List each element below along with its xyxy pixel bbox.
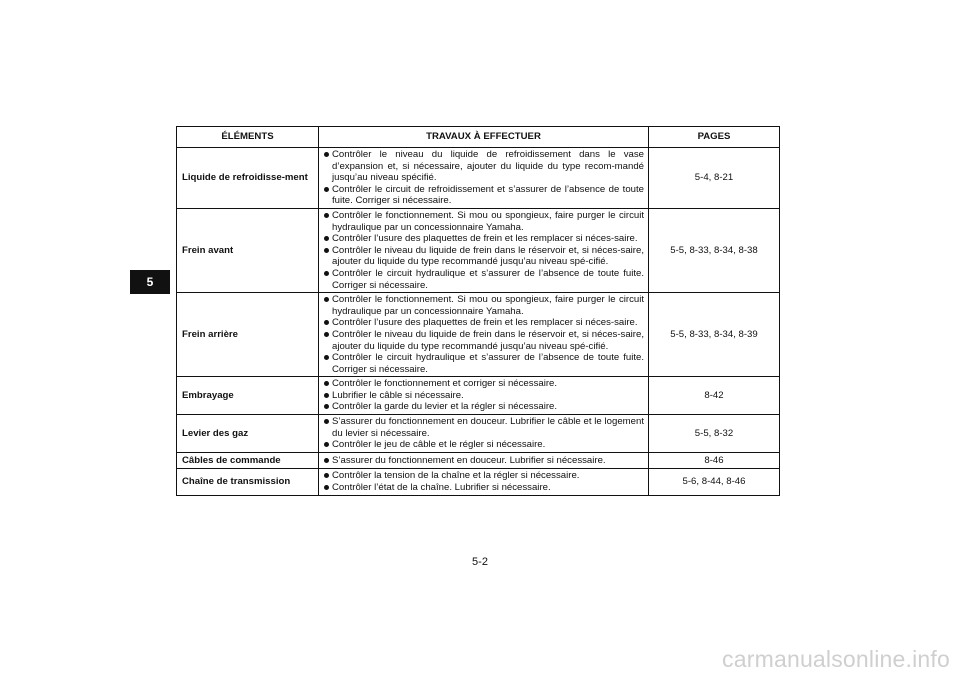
task-item — [324, 482, 644, 494]
task-item — [324, 470, 644, 482]
task-item — [324, 329, 644, 352]
pages-cell: 5-5, 8-33, 8-34, 8-38 — [649, 208, 780, 292]
tasks-cell — [319, 469, 649, 495]
item-cell: Frein avant — [177, 208, 319, 292]
task-text: Contrôler le fonctionnement et corriger si nécessaire. — [332, 378, 558, 390]
task-item — [324, 416, 644, 439]
task-text: Contrôler l’usure des plaquettes de frein et les remplacer si néces-saire. — [332, 233, 638, 245]
task-text: Contrôler le fonctionnement. Si mou ou spongieux, faire purger le circuit hydraulique par un concessionnaire Yamaha. — [332, 209, 644, 233]
task-text: Contrôler le niveau du liquide de frein dans le réservoir et, si néces-saire, ajouter du liquide du type recommandé jusqu’au niveau spé-cifié. — [332, 328, 644, 352]
task-list — [324, 210, 644, 291]
table-row — [177, 293, 780, 377]
task-list — [324, 294, 644, 375]
item-cell: Levier des gaz — [177, 415, 319, 453]
task-list — [324, 149, 644, 207]
task-text: Contrôler l’état de la chaîne. Lubrifier si nécessaire. — [332, 482, 551, 494]
task-item — [324, 390, 644, 402]
task-text: S’assurer du fonctionnement en douceur. Lubrifier si nécessaire. — [332, 454, 606, 466]
task-text: Contrôler le circuit hydraulique et s’assurer de l’absence de toute fuite. Corriger si nécessaire. — [332, 352, 644, 375]
task-text: Contrôler le fonctionnement. Si mou ou spongieux, faire purger le circuit hydraulique par un concessionnaire Yamaha. — [332, 294, 644, 317]
table-header-row — [177, 127, 780, 148]
task-item — [324, 455, 644, 467]
task-text: Contrôler le circuit de refroidissement et s’assurer de l’absence de toute fuite. Corriger si nécessaire. — [332, 183, 644, 207]
tasks-cell — [319, 148, 649, 209]
table-row — [177, 452, 780, 469]
task-list — [324, 455, 644, 467]
table-row — [177, 208, 780, 292]
item-cell: Chaîne de transmission — [177, 469, 319, 495]
task-text: S’assurer du fonctionnement en douceur. Lubrifier le câble et le logement du levier si nécessaire. — [332, 416, 644, 439]
task-text: Contrôler la garde du levier et la régler si nécessaire. — [332, 401, 558, 413]
task-item — [324, 268, 644, 291]
task-text: Contrôler le niveau du liquide de refroidissement dans le vase d’expansion et, si nécessaire, ajouter du liquide du type recom-mandé jusqu’au niveau spécifié. — [332, 149, 644, 184]
bullet-icon — [324, 355, 329, 360]
tasks-cell — [319, 415, 649, 453]
item-cell: Embrayage — [177, 377, 319, 415]
bullet-icon — [324, 152, 329, 157]
bullet-icon — [324, 213, 329, 218]
task-list — [324, 378, 644, 413]
pages-cell: 5-5, 8-32 — [649, 415, 780, 453]
watermark: carmanualsonline.info — [722, 646, 950, 672]
task-item — [324, 317, 644, 329]
page-number: 5-2 — [472, 556, 488, 568]
task-list — [324, 470, 644, 493]
header-items: ÉLÉMENTS — [177, 127, 319, 148]
chapter-tab: 5 — [130, 270, 170, 294]
bullet-icon — [324, 271, 329, 276]
item-cell: Liquide de refroidisse-ment — [177, 148, 319, 209]
bullet-icon — [324, 485, 329, 490]
table-row — [177, 415, 780, 453]
task-item — [324, 184, 644, 207]
bullet-icon — [324, 404, 329, 409]
header-tasks: TRAVAUX À EFFECTUER — [319, 127, 649, 148]
pages-cell: 5-5, 8-33, 8-34, 8-39 — [649, 293, 780, 377]
pages-cell: 5-4, 8-21 — [649, 148, 780, 209]
task-list — [324, 416, 644, 451]
item-cell: Câbles de commande — [177, 452, 319, 469]
table-row — [177, 469, 780, 495]
pages-cell: 8-46 — [649, 452, 780, 469]
bullet-icon — [324, 297, 329, 302]
bullet-icon — [324, 393, 329, 398]
task-item — [324, 439, 644, 451]
task-text: Contrôler le niveau du liquide de frein dans le réservoir et, si néces-saire, ajouter du liquide du type recommandé jusqu’au niveau spé-cifié. — [332, 244, 644, 268]
task-item — [324, 233, 644, 245]
bullet-icon — [324, 381, 329, 386]
task-item — [324, 245, 644, 268]
header-pages: PAGES — [649, 127, 780, 148]
bullet-icon — [324, 473, 329, 478]
bullet-icon — [324, 187, 329, 192]
item-cell: Frein arrière — [177, 293, 319, 377]
pages-cell: 8-42 — [649, 377, 780, 415]
table-row — [177, 377, 780, 415]
task-text: Lubrifier le câble si nécessaire. — [332, 389, 464, 401]
tasks-cell — [319, 208, 649, 292]
task-item — [324, 210, 644, 233]
task-text: Contrôler la tension de la chaîne et la régler si nécessaire. — [332, 470, 580, 482]
pages-cell: 5-6, 8-44, 8-46 — [649, 469, 780, 495]
bullet-icon — [324, 419, 329, 424]
bullet-icon — [324, 320, 329, 325]
bullet-icon — [324, 248, 329, 253]
task-item — [324, 401, 644, 413]
tasks-cell — [319, 452, 649, 469]
tasks-cell — [319, 293, 649, 377]
tasks-cell — [319, 377, 649, 415]
bullet-icon — [324, 236, 329, 241]
bullet-icon — [324, 332, 329, 337]
task-text: Contrôler le circuit hydraulique et s’assurer de l’absence de toute fuite. Corriger si nécessaire. — [332, 267, 644, 291]
bullet-icon — [324, 442, 329, 447]
task-text: Contrôler le jeu de câble et le régler si nécessaire. — [332, 439, 546, 451]
inspection-table — [176, 126, 780, 496]
task-item — [324, 149, 644, 184]
inspection-table-container — [176, 126, 779, 496]
table-body — [177, 148, 780, 496]
task-item — [324, 352, 644, 375]
table-row — [177, 148, 780, 209]
task-item — [324, 378, 644, 390]
task-item — [324, 294, 644, 317]
task-text: Contrôler l’usure des plaquettes de frein et les remplacer si néces-saire. — [332, 317, 638, 329]
bullet-icon — [324, 458, 329, 463]
